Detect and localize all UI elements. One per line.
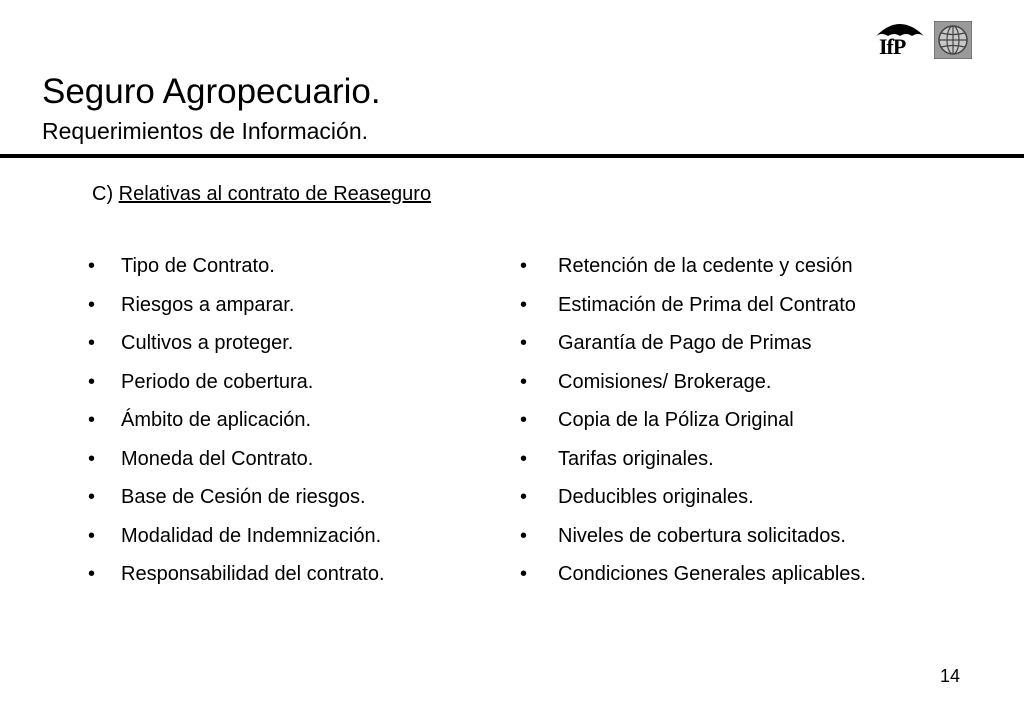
bullet: • bbox=[88, 563, 96, 585]
bullet: • bbox=[88, 447, 96, 470]
bullet: • bbox=[520, 409, 528, 431]
bullet: • bbox=[88, 409, 96, 431]
list-item-text: Tipo de Contrato. bbox=[121, 255, 275, 277]
section-prefix: C) bbox=[92, 183, 119, 205]
list-item-text: Niveles de cobertura solicitados. bbox=[558, 524, 846, 547]
list-item-text: Periodo de cobertura. bbox=[121, 370, 314, 393]
list-item-text: Modalidad de Indemnización. bbox=[121, 524, 382, 547]
list-item-text: Moneda del Contrato. bbox=[121, 447, 314, 470]
bullet: • bbox=[88, 255, 96, 277]
bullet: • bbox=[88, 370, 96, 393]
ifp-logo-text: IfP bbox=[879, 34, 906, 59]
bullet: • bbox=[520, 293, 528, 316]
bullet: • bbox=[520, 447, 528, 470]
bullet: • bbox=[88, 524, 96, 547]
list-item-text: Estimación de Prima del Contrato bbox=[558, 293, 856, 316]
page-number: 14 bbox=[940, 666, 961, 686]
list-item-text: Copia de la Póliza Original bbox=[558, 409, 794, 431]
bullet: • bbox=[520, 255, 528, 277]
list-item-text: Tarifas originales. bbox=[558, 447, 714, 470]
bullet: • bbox=[88, 293, 96, 316]
slide-title: Seguro Agropecuario. bbox=[42, 72, 381, 111]
list-item-text: Cultivos a proteger. bbox=[121, 332, 294, 354]
section-heading-text: Relativas al contrato de Reaseguro bbox=[118, 183, 432, 205]
bullet: • bbox=[520, 370, 528, 393]
ifp-logo bbox=[874, 18, 926, 62]
list-item-text: Ámbito de aplicación. bbox=[121, 409, 312, 431]
bullet: • bbox=[88, 332, 96, 354]
globe-icon bbox=[934, 21, 972, 59]
list-item-text: Base de Cesión de riesgos. bbox=[121, 486, 366, 508]
list-item-text: Comisiones/ Brokerage. bbox=[558, 370, 772, 393]
title-divider bbox=[0, 154, 1024, 158]
world-bank-logo bbox=[934, 21, 972, 59]
list-item-text: Condiciones Generales aplicables. bbox=[558, 563, 866, 585]
list-item-text: Garantía de Pago de Primas bbox=[558, 332, 812, 354]
section-heading bbox=[92, 182, 431, 206]
bullet: • bbox=[520, 332, 528, 354]
list-item-text: Riesgos a amparar. bbox=[121, 293, 295, 316]
list-item-text: Responsabilidad del contrato. bbox=[121, 563, 385, 585]
slide-subtitle: Requerimientos de Información. bbox=[42, 118, 368, 144]
list-item-text: Deducibles originales. bbox=[558, 486, 754, 508]
bullet: • bbox=[520, 563, 528, 585]
bullet: • bbox=[520, 486, 528, 508]
bullet: • bbox=[88, 486, 96, 508]
bullet: • bbox=[520, 524, 528, 547]
list-item-text: Retención de la cedente y cesión bbox=[558, 255, 853, 277]
header-logos bbox=[874, 18, 976, 64]
